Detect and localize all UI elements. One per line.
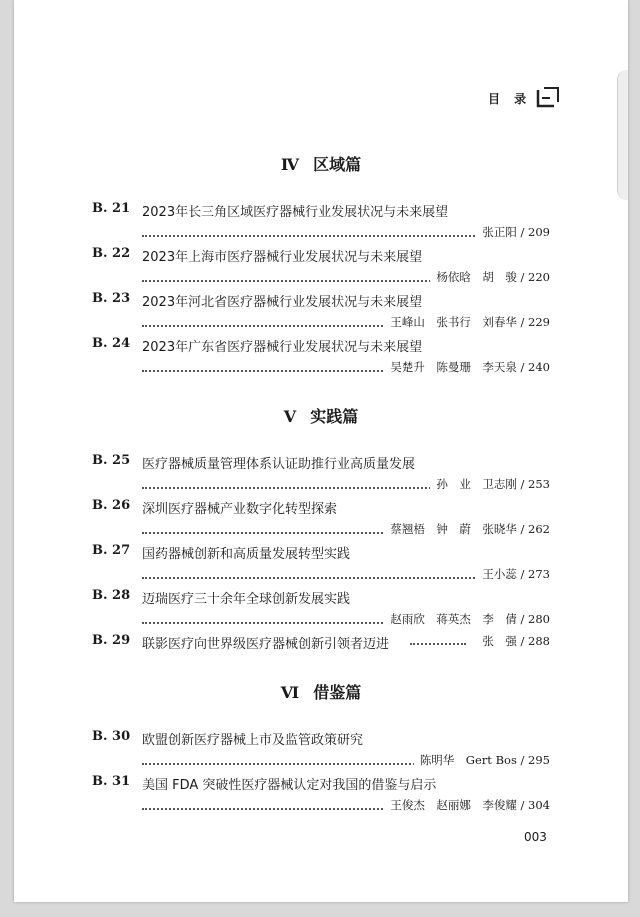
entry-title: 迈瑞医疗三十余年全球创新发展实践: [142, 592, 351, 607]
entry-code: B. 28: [92, 588, 131, 603]
entry-authors: 张 强 / 288: [482, 634, 550, 648]
entry-code: B. 22: [92, 246, 131, 261]
side-scroll-tab[interactable]: [617, 70, 628, 200]
entry-title: 2023年长三角区域医疗器械行业发展状况与未来展望: [142, 205, 449, 220]
entry-authors: 吴楚升 陈曼珊 李天泉 / 240: [384, 359, 550, 375]
entry-authors: 王俊杰 赵丽娜 李俊耀 / 304: [384, 797, 550, 813]
section-name: 实践篇: [310, 407, 359, 426]
entry-code: B. 31: [92, 774, 131, 789]
section-title-vi: [14, 680, 628, 703]
entry-code: B. 29: [92, 633, 131, 648]
section-name: 借鉴篇: [313, 683, 362, 702]
entry-title: 2023年上海市医疗器械行业发展状况与未来展望: [142, 250, 423, 265]
entry-title: 欧盟创新医疗器械上市及监管政策研究: [142, 733, 364, 748]
entry-code: B. 24: [92, 336, 131, 351]
entry-code: B. 21: [92, 201, 131, 216]
entry-authors: 张正阳 / 209: [476, 224, 550, 240]
entry-authors: 陈明华 Gert Bos / 295: [414, 752, 550, 768]
section-numeral: Ⅵ: [280, 683, 300, 702]
entry-title: 国药器械创新和高质量发展转型实践: [142, 547, 351, 562]
entry-code: B. 23: [92, 291, 131, 306]
section-title-v: [14, 404, 628, 427]
entry-title: 医疗器械质量管理体系认证助推行业高质量发展: [142, 457, 416, 472]
entry-authors: 王峰山 张书行 刘春华 / 229: [384, 314, 550, 330]
entry-code: B. 27: [92, 543, 131, 558]
section-name: 区域篇: [313, 155, 362, 174]
entry-title: 联影医疗向世界级医疗器械创新引领者迈进: [142, 637, 390, 652]
header-label: 目 录: [488, 92, 532, 106]
entry-code: B. 25: [92, 453, 131, 468]
entry-title: 美国 FDA 突破性医疗器械认定对我国的借鉴与启示: [142, 778, 437, 793]
entry-title: 2023年河北省医疗器械行业发展状况与未来展望: [142, 295, 423, 310]
corner-arrow-icon: [536, 86, 562, 108]
page-header: [488, 86, 568, 112]
book-page: [14, 0, 628, 902]
section-title-iv: [14, 152, 628, 175]
entry-authors: 王小蕊 / 273: [476, 566, 550, 582]
dot-leader: [410, 643, 466, 645]
section-numeral: Ⅳ: [280, 155, 300, 174]
entry-authors: 赵雨欣 蒋英杰 李 倩 / 280: [384, 611, 550, 627]
entry-authors: 蔡翘梧 钟 蔚 张晓华 / 262: [384, 521, 550, 537]
entry-authors: 杨依晗 胡 骏 / 220: [430, 269, 550, 285]
entry-code: B. 26: [92, 498, 131, 513]
section-numeral: Ⅴ: [283, 407, 297, 426]
entry-code: B. 30: [92, 729, 131, 744]
entry-authors: 孙 业 卫志刚 / 253: [430, 476, 550, 492]
entry-title: 2023年广东省医疗器械行业发展状况与未来展望: [142, 340, 423, 355]
entry-title: 深圳医疗器械产业数字化转型探索: [142, 502, 338, 517]
page-number: 003: [524, 830, 547, 844]
